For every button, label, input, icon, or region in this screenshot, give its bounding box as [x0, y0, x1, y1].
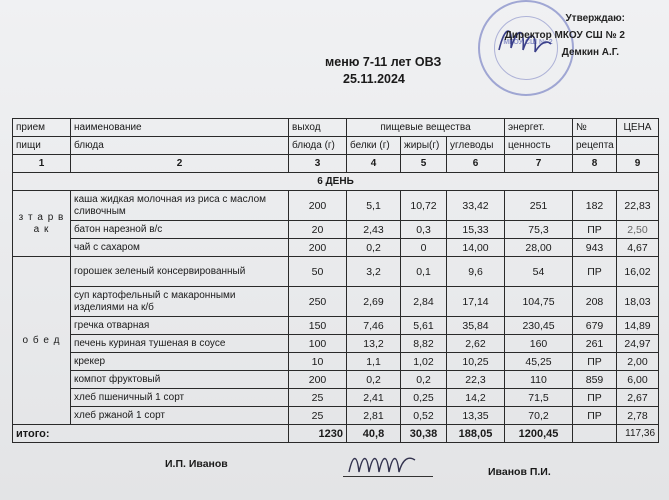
signer-left: И.П. Иванов: [165, 458, 228, 470]
day-label: 6 ДЕНЬ: [13, 173, 659, 191]
col-index: 2: [71, 155, 289, 173]
dish-recipe: 208: [573, 287, 617, 317]
dish-price: 2,50: [617, 221, 659, 239]
dish-carbs: 22,3: [447, 371, 505, 389]
director-line: Директор МКОУ СШ № 2: [504, 30, 625, 41]
total-row: [13, 425, 659, 443]
dish-energy: 230,45: [505, 317, 573, 335]
column-index-row: [13, 155, 659, 173]
dish-fat: 0,25: [401, 389, 447, 407]
col-head-price: ЦЕНА: [617, 119, 659, 137]
header-row-1: [13, 119, 659, 137]
dish-protein: 2,43: [347, 221, 401, 239]
dish-protein: 0,2: [347, 371, 401, 389]
dish-protein: 5,1: [347, 191, 401, 221]
dish-price: 14,89: [617, 317, 659, 335]
dish-price: 4,67: [617, 239, 659, 257]
col-head-name-2: блюда: [71, 137, 289, 155]
dish-recipe: 943: [573, 239, 617, 257]
dish-recipe: ПР: [573, 389, 617, 407]
dish-carbs: 10,25: [447, 353, 505, 371]
dish-name: каша жидкая молочная из риса с маслом сливочным: [71, 191, 289, 221]
col-head-nutrients: пищевые вещества: [347, 119, 505, 137]
dish-recipe: ПР: [573, 353, 617, 371]
dish-fat: 0,3: [401, 221, 447, 239]
col-index: 9: [617, 155, 659, 173]
dish-energy: 71,5: [505, 389, 573, 407]
table-row: [13, 191, 659, 221]
total-protein: 40,8: [347, 425, 401, 443]
total-fat: 30,38: [401, 425, 447, 443]
col-index: 3: [289, 155, 347, 173]
dish-fat: 1,02: [401, 353, 447, 371]
table-row: [13, 407, 659, 425]
dish-energy: 251: [505, 191, 573, 221]
table-row: [13, 353, 659, 371]
dish-carbs: 13,35: [447, 407, 505, 425]
dish-carbs: 14,00: [447, 239, 505, 257]
col-index: 5: [401, 155, 447, 173]
col-index: 4: [347, 155, 401, 173]
dish-protein: 1,1: [347, 353, 401, 371]
dish-price: 2,78: [617, 407, 659, 425]
dish-weight: 250: [289, 287, 347, 317]
dish-fat: 0,52: [401, 407, 447, 425]
dish-fat: 0,1: [401, 257, 447, 287]
table-row: [13, 287, 659, 317]
dish-energy: 160: [505, 335, 573, 353]
col-head-fat: жиры(г): [401, 137, 447, 155]
total-recipe-empty: [573, 425, 617, 443]
dish-name: компот фруктовый: [71, 371, 289, 389]
dish-price: 24,97: [617, 335, 659, 353]
dish-carbs: 14,2: [447, 389, 505, 407]
dish-price: 16,02: [617, 257, 659, 287]
stamp-text: МКОУ СШ № 2: [503, 39, 553, 46]
bottom-signature: [343, 448, 433, 478]
dish-weight: 25: [289, 407, 347, 425]
dish-weight: 20: [289, 221, 347, 239]
dish-protein: 2,81: [347, 407, 401, 425]
dish-name: батон нарезной в/с: [71, 221, 289, 239]
dish-protein: 2,41: [347, 389, 401, 407]
col-index: 1: [13, 155, 71, 173]
dish-energy: 75,3: [505, 221, 573, 239]
dish-price: 18,03: [617, 287, 659, 317]
dish-carbs: 33,42: [447, 191, 505, 221]
dish-protein: 0,2: [347, 239, 401, 257]
dish-recipe: ПР: [573, 257, 617, 287]
col-head-energy-2: ценность: [505, 137, 573, 155]
dish-protein: 13,2: [347, 335, 401, 353]
col-head-energy: энергет.: [505, 119, 573, 137]
dish-weight: 200: [289, 191, 347, 221]
total-carbs: 188,05: [447, 425, 505, 443]
dish-energy: 104,75: [505, 287, 573, 317]
col-index: 7: [505, 155, 573, 173]
menu-date: 25.11.2024: [343, 72, 405, 86]
col-head-price-2: [617, 137, 659, 155]
col-head-carbs: углеводы: [447, 137, 505, 155]
dish-protein: 3,2: [347, 257, 401, 287]
dish-weight: 200: [289, 239, 347, 257]
total-label: итого:: [13, 425, 289, 443]
dish-energy: 54: [505, 257, 573, 287]
dish-name: гречка отварная: [71, 317, 289, 335]
dish-energy: 70,2: [505, 407, 573, 425]
signer-right: Иванов П.И.: [488, 466, 551, 478]
dish-protein: 2,69: [347, 287, 401, 317]
col-index: 8: [573, 155, 617, 173]
dish-recipe: ПР: [573, 221, 617, 239]
director-name: Демкин А.Г.: [561, 47, 619, 58]
dish-fat: 0,2: [401, 371, 447, 389]
dish-energy: 28,00: [505, 239, 573, 257]
dish-fat: 5,61: [401, 317, 447, 335]
dish-carbs: 9,6: [447, 257, 505, 287]
col-index: 6: [447, 155, 505, 173]
dish-recipe: 182: [573, 191, 617, 221]
col-head-protein: белки (г): [347, 137, 401, 155]
dish-name: горошек зеленый консервированный: [71, 257, 289, 287]
col-head-weight-2: блюда (г): [289, 137, 347, 155]
dish-fat: 2,84: [401, 287, 447, 317]
dish-recipe: 859: [573, 371, 617, 389]
table-row: [13, 335, 659, 353]
dish-fat: 10,72: [401, 191, 447, 221]
meal-label-lunch: о б е д: [13, 257, 71, 425]
approval-block: [505, 10, 625, 61]
table-row: [13, 389, 659, 407]
day-row: [13, 173, 659, 191]
dish-name: хлеб пшеничный 1 сорт: [71, 389, 289, 407]
total-weight: 1230: [289, 425, 347, 443]
dish-carbs: 15,33: [447, 221, 505, 239]
dish-weight: 50: [289, 257, 347, 287]
signature-line: [343, 476, 433, 477]
dish-recipe: 679: [573, 317, 617, 335]
col-head-name: наименование: [71, 119, 289, 137]
dish-weight: 150: [289, 317, 347, 335]
table-row: [13, 239, 659, 257]
dish-fat: 8,82: [401, 335, 447, 353]
table-row: [13, 317, 659, 335]
col-head-weight: выход: [289, 119, 347, 137]
total-energy: 1200,45: [505, 425, 573, 443]
table-row: [13, 371, 659, 389]
dish-weight: 10: [289, 353, 347, 371]
dish-carbs: 17,14: [447, 287, 505, 317]
dish-price: 2,00: [617, 353, 659, 371]
dish-price: 2,67: [617, 389, 659, 407]
dish-name: хлеб ржаной 1 сорт: [71, 407, 289, 425]
table-row: [13, 221, 659, 239]
dish-recipe: 261: [573, 335, 617, 353]
dish-fat: 0: [401, 239, 447, 257]
dish-protein: 7,46: [347, 317, 401, 335]
dish-name: печень куриная тушеная в соусе: [71, 335, 289, 353]
dish-weight: 25: [289, 389, 347, 407]
col-head-recipe-no: №: [573, 119, 617, 137]
menu-title-block: [325, 54, 441, 88]
dish-weight: 100: [289, 335, 347, 353]
dish-name: чай с сахаром: [71, 239, 289, 257]
dish-price: 22,83: [617, 191, 659, 221]
dish-name: суп картофельный с макаронными изделиями на к/б: [71, 287, 289, 317]
menu-title: меню 7-11 лет ОВЗ: [325, 55, 442, 69]
total-price: 117,36: [617, 425, 659, 443]
dish-carbs: 2,62: [447, 335, 505, 353]
dish-energy: 110: [505, 371, 573, 389]
table-row: [13, 257, 659, 287]
dish-recipe: ПР: [573, 407, 617, 425]
dish-name: крекер: [71, 353, 289, 371]
dish-weight: 200: [289, 371, 347, 389]
menu-table: [12, 118, 659, 443]
col-head-recipe-2: рецепта: [573, 137, 617, 155]
meal-label-breakfast: з т а р в а к: [13, 191, 71, 257]
dish-price: 6,00: [617, 371, 659, 389]
approve-label: Утверждаю:: [565, 13, 625, 24]
dish-energy: 45,25: [505, 353, 573, 371]
header-row-2: [13, 137, 659, 155]
col-head-meal: прием: [13, 119, 71, 137]
dish-carbs: 35,84: [447, 317, 505, 335]
col-head-meal-2: пищи: [13, 137, 71, 155]
